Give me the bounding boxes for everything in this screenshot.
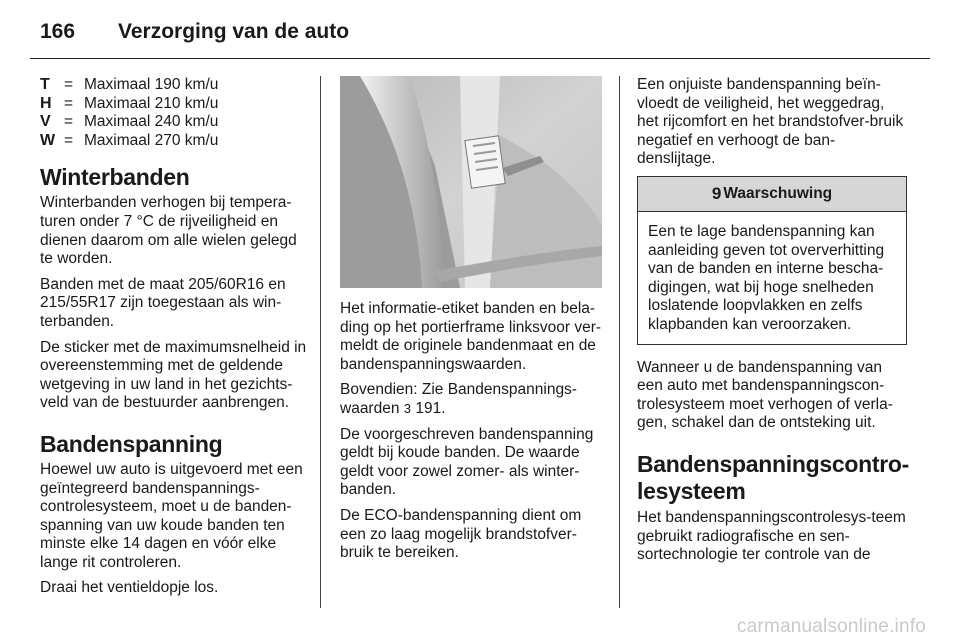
speed-rating-row (40, 76, 308, 95)
paragraph: Draai het ventieldopje los. (40, 579, 219, 597)
door-frame-illustration (340, 76, 602, 288)
speed-value: Maximaal 270 km/u (84, 131, 219, 149)
tire-info-sticker (465, 136, 505, 188)
paragraph: Winterbanden verhogen bij tempera-turen onder 7 °C de rijveiligheid en dienen daarom om alle wielen gelegd te worden. (40, 194, 297, 268)
page-title: Verzorging van de auto (118, 20, 350, 43)
warning-title: Waarschuwing (723, 184, 833, 202)
page-reference-arrow-icon: 3 (403, 400, 412, 416)
paragraph: Een onjuiste bandenspanning beïn-vloedt de veiligheid, het weggedrag, het rijcomfort en het brandstofver-bruik negatief en verhoogt de ban-denslijtage. (637, 76, 904, 168)
column-divider (619, 76, 620, 608)
warning-box (637, 176, 907, 345)
equals-sign: = (64, 113, 74, 131)
paragraph: De sticker met de maximumsnelheid in overeenstemming met de geldende wetgeving in uw land in het gezichts-veld van de bestuurder aanbrengen. (40, 338, 307, 412)
paragraph: De ECO-bandenspanning dient om een zo laag mogelijk brandstofver-bruik te bereiken. (340, 506, 582, 562)
warning-body: Een te lage bandenspanning kan aanleiding geven tot oververhitting van de banden en interne bescha-digingen, wat bij hoge snelheden loslatende loopvlakken en zelfs klapbanden kan veroorzaken. (648, 222, 885, 333)
section-heading-winter-tires: Winterbanden (40, 164, 190, 191)
paragraph: De voorgeschreven bandenspanning geldt bij koude banden. De waarde geldt voor zowel zomer- als winter-banden. (340, 425, 594, 499)
left-column (40, 76, 308, 605)
speed-code: T (40, 76, 50, 93)
photo-caption: Het informatie-etiket banden en bela-ding op het portierframe linksvoor ver-meldt de originele bandenmaat en de bandenspanningswaarden. (340, 300, 602, 373)
middle-column (340, 76, 605, 570)
equals-sign: = (64, 94, 74, 112)
column-divider (320, 76, 321, 608)
speed-value: Maximaal 210 km/u (84, 94, 219, 112)
door-frame-label-photo (340, 76, 602, 288)
page-number: 166 (40, 20, 76, 43)
speed-rating-row (40, 132, 308, 151)
reference-text: Bovendien: Zie Bandenspannings-waarden (340, 381, 577, 417)
page-header (30, 14, 930, 59)
section-heading-tpms: Bandenspanningscontro-lesysteem (637, 450, 909, 504)
speed-rating-list (40, 76, 308, 150)
watermark: carmanualsonline.info (736, 616, 926, 637)
speed-code: H (40, 94, 52, 112)
speed-code: V (40, 113, 51, 131)
page-reference[interactable]: 191. (415, 399, 446, 417)
equals-sign: = (64, 131, 74, 149)
paragraph: Hoewel uw auto is uitgevoerd met een geïntegreerd bandenspannings-controlesysteem, moet u de banden-spanning van uw koude banden ten minste elke 14 dagen en vóór elke lange rit controleren. (40, 460, 303, 571)
section-heading-tire-pressure: Bandenspanning (40, 430, 223, 457)
speed-rating-row (40, 113, 308, 132)
equals-sign: = (64, 76, 74, 93)
speed-value: Maximaal 190 km/u (84, 76, 219, 93)
warning-triangle-icon: 9 (711, 183, 722, 203)
paragraph: Banden met de maat 205/60R16 en 215/55R17 zijn toegestaan als win-terbanden. (40, 275, 286, 330)
paragraph-with-reference (340, 381, 605, 418)
speed-rating-row (40, 95, 308, 114)
warning-header (638, 177, 906, 212)
speed-value: Maximaal 240 km/u (84, 113, 219, 131)
right-column (637, 76, 907, 572)
paragraph: Het bandenspanningscontrolesys-teem gebruikt radiografische en sen-sortechnologie ter controle van de (637, 508, 906, 564)
speed-code: W (40, 131, 56, 149)
paragraph: Wanneer u de bandenspanning van een auto met bandenspanningscon-trolesysteem moet verhogen of verla-gen, schakel dan de ontsteking uit. (637, 358, 893, 432)
